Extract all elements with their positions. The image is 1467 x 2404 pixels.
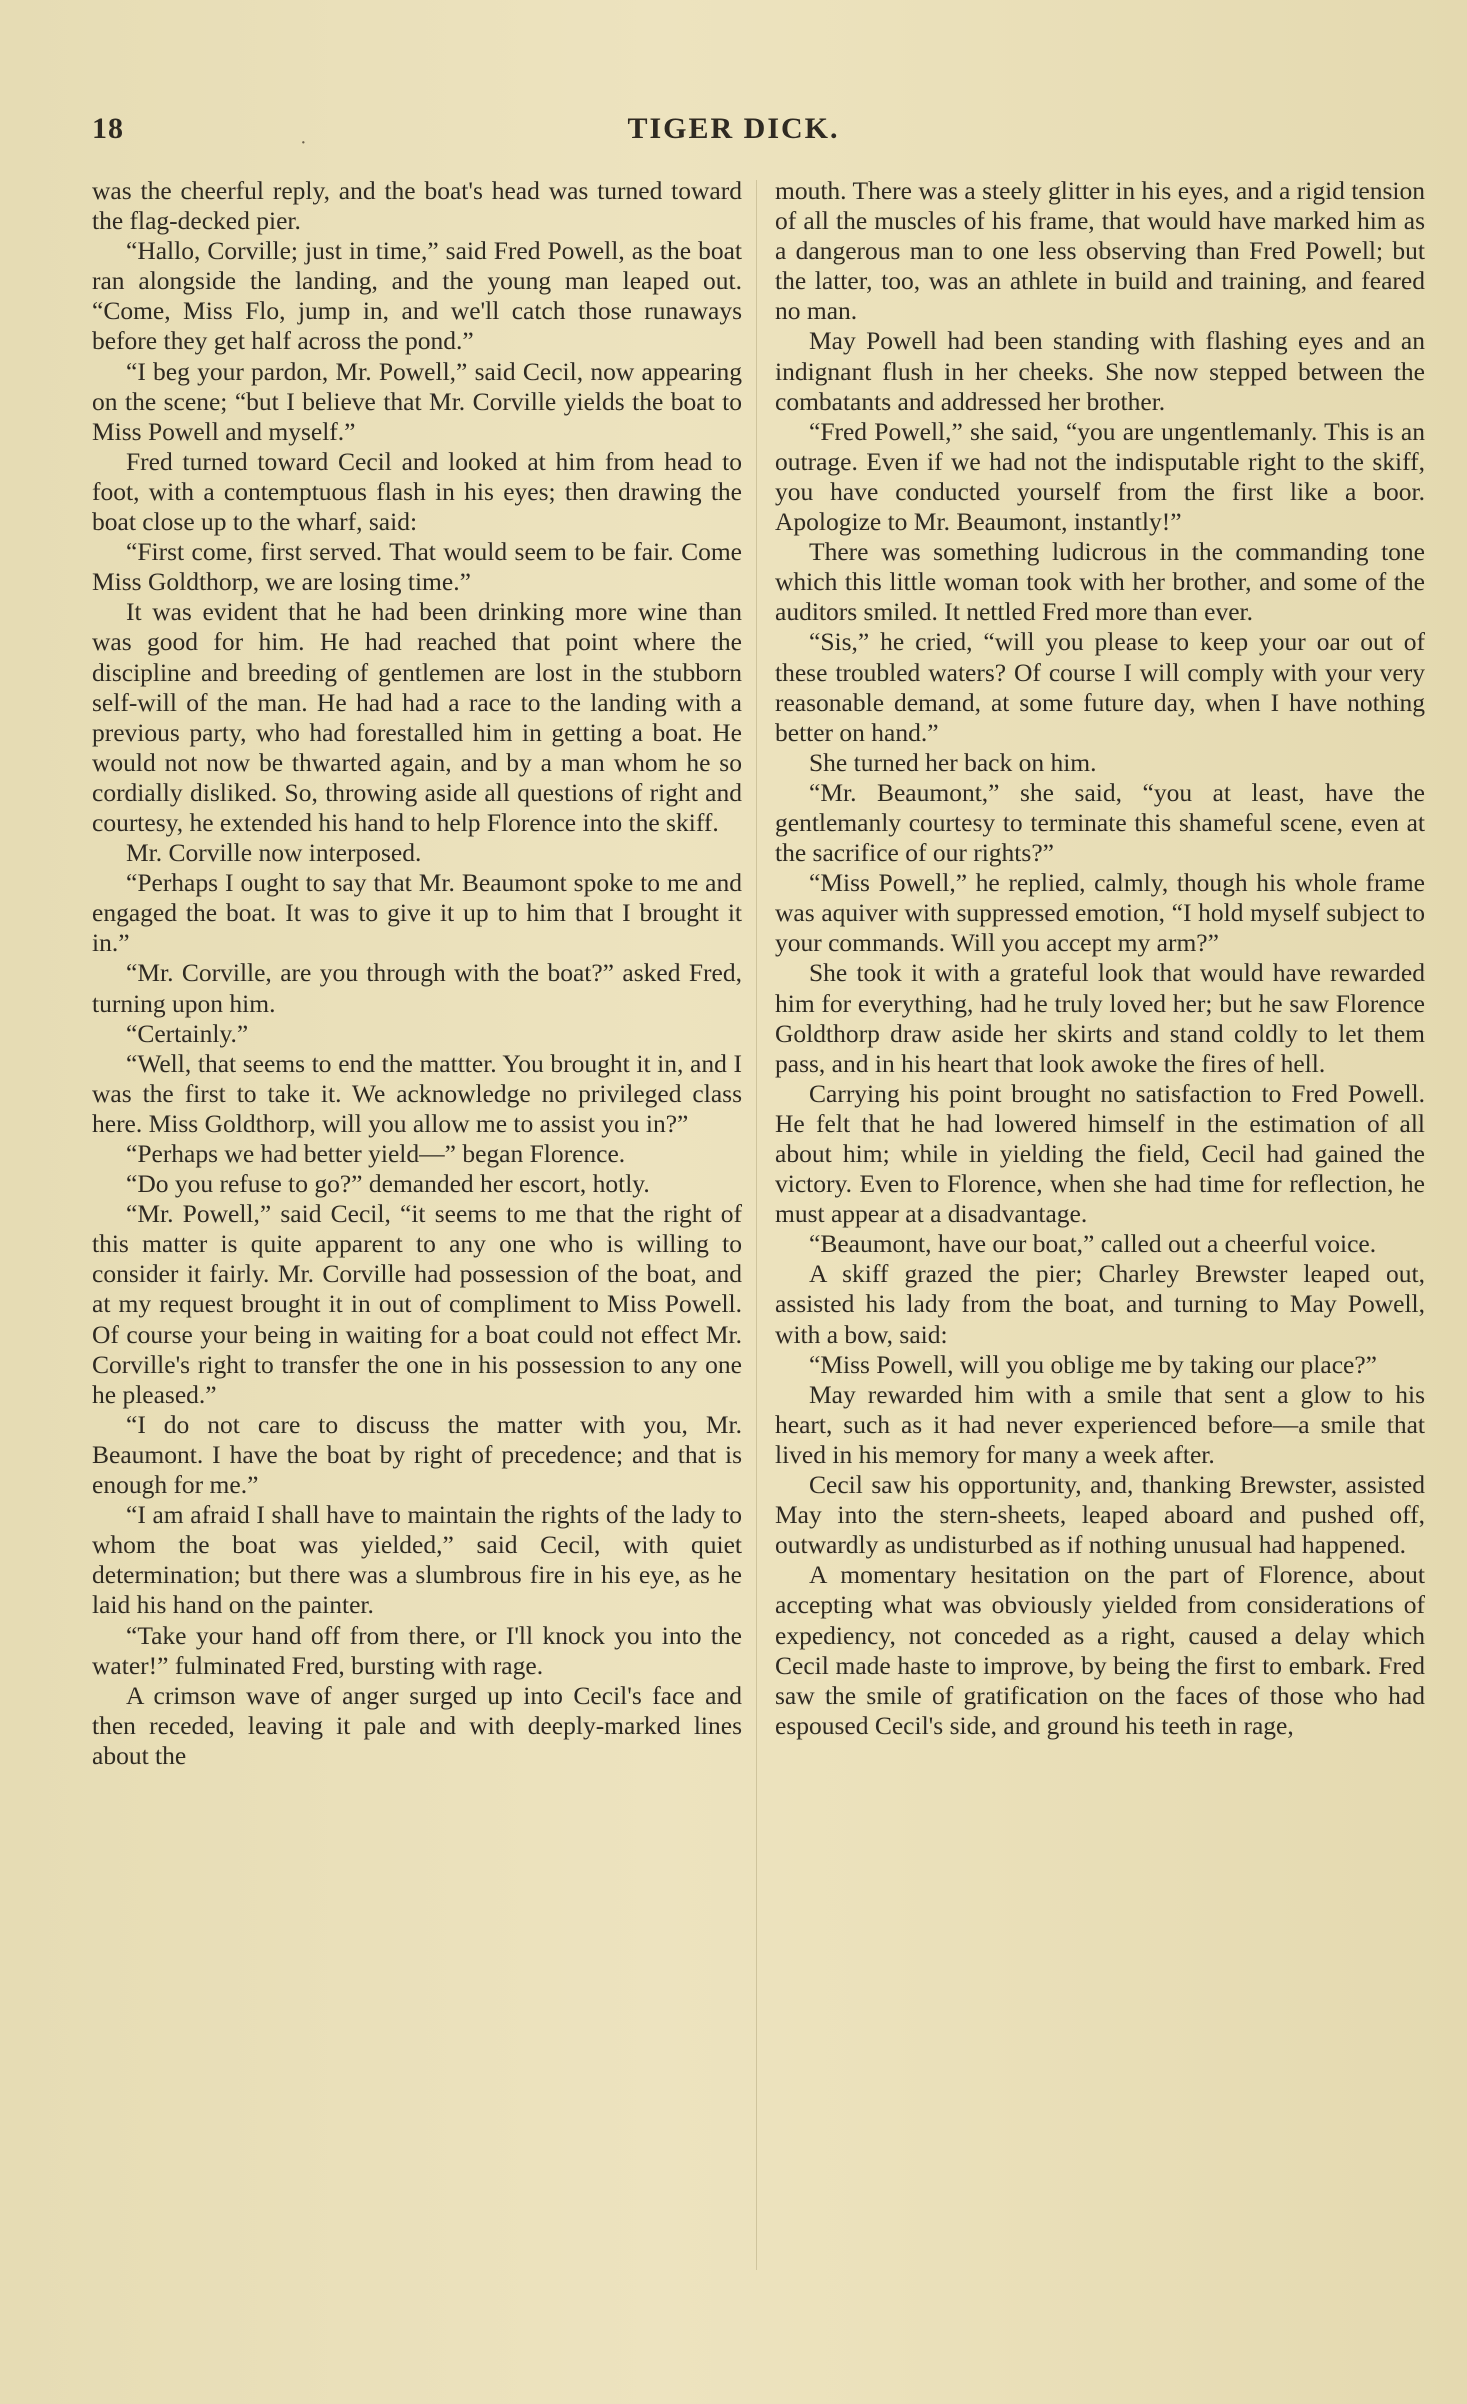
- paragraph: “I do not care to discuss the matter with you, Mr. Beaumont. I have the boat by right of precedence; and that is enough for me.”: [92, 1409, 742, 1500]
- paragraph: Fred turned toward Cecil and looked at him from head to foot, with a contemptuous flash in his eyes; then drawing the boat close up to the wharf, said:: [92, 446, 742, 537]
- paragraph: “Mr. Corville, are you through with the boat?” asked Fred, turning upon him.: [92, 958, 742, 1018]
- paragraph: A crimson wave of anger surged up into Cecil's face and then receded, leaving it pale and with deeply-marked lines about the: [92, 1680, 742, 1770]
- paragraph: “Miss Powell,” he replied, calmly, though his whole frame was aquiver with suppressed emotion, “I hold myself subject to your commands. Will you accept my arm?”: [775, 868, 1425, 958]
- paragraph: A momentary hesitation on the part of Florence, about accepting what was obviously yielded from considerations of expediency, not conceded as a right, caused a delay which Cecil made haste to improve, by being the first to embark. Fred saw the smile of gratification on the faces of those who had espoused Cecil's side, and ground his teeth in rage,: [775, 1560, 1425, 1740]
- paragraph: “Beaumont, have our boat,” called out a cheerful voice.: [809, 1229, 1377, 1259]
- paragraph: May Powell had been standing with flashing eyes and an indignant flush in her cheeks. She now stepped between the combatants and addressed her brother.: [775, 326, 1425, 416]
- paragraph: Carrying his point brought no satisfaction to Fred Powell. He felt that he had lowered himself in the estimation of all about him; while in yielding the field, Cecil had gained the victory. Even to Florence, when she had time for reflection, he must appear at a disadvantage.: [775, 1078, 1425, 1229]
- paragraph: “Mr. Powell,” said Cecil, “it seems to me that the right of this matter is quite apparent to any one who is willing to consider it fairly. Mr. Corville had possession of the boat, and at my request brought it in out of compliment to Miss Powell. Of course your being in waiting for a boat could not effect Mr. Corville's right to transfer the one in his possession to any one he pleased.”: [92, 1199, 742, 1409]
- right-column: [775, 176, 1425, 1741]
- paragraph: mouth. There was a steely glitter in his eyes, and a rigid tension of all the muscles of his frame, that would have marked him as a dangerous man to one less observing than Fred Powell; but the latter, too, was an athlete in build and training, and feared no man.: [775, 176, 1425, 326]
- paragraph: There was something ludicrous in the commanding tone which this little woman took with her brother, and some of the auditors smiled. It nettled Fred more than ever.: [775, 537, 1425, 627]
- paragraph: “Well, that seems to end the mattter. You brought it in, and I was the first to take it. We acknowledge no privileged class here. Miss Goldthorp, will you allow me to assist you in?”: [92, 1048, 742, 1138]
- paragraph: “Do you refuse to go?” demanded her escort, hotly.: [126, 1169, 650, 1199]
- paragraph: “I am afraid I shall have to maintain the rights of the lady to whom the boat was yielded,” said Cecil, with quiet determination; but there was a slumbrous fire in his eye, as he laid his hand on the painter.: [92, 1500, 742, 1620]
- paragraph: “Sis,” he cried, “will you please to keep your oar out of these troubled waters? Of course I will comply with your very reasonable demand, at some future day, when I have nothing better on hand.”: [775, 627, 1425, 747]
- paragraph: “Take your hand off from there, or I'll knock you into the water!” fulminated Fred, bursting with rage.: [92, 1620, 742, 1680]
- paragraph: “Perhaps I ought to say that Mr. Beaumont spoke to me and engaged the boat. It was to give it up to him that I brought it in.”: [92, 868, 742, 958]
- paragraph: “Miss Powell, will you oblige me by taking our place?”: [809, 1349, 1377, 1379]
- paragraph: “Fred Powell,” she said, “you are ungentlemanly. This is an outrage. Even if we had not the indisputable right to the skiff, you have conducted yourself from the first like a boor. Apologize to Mr. Beaumont, instantly!”: [775, 416, 1425, 537]
- paragraph: A skiff grazed the pier; Charley Brewster leaped out, assisted his lady from the boat, and turning to May Powell, with a bow, said:: [775, 1259, 1425, 1349]
- paragraph: “Mr. Beaumont,” she said, “you at least, have the gentlemanly courtesy to terminate this shameful scene, even at the sacrifice of our rights?”: [775, 777, 1425, 868]
- paragraph: She took it with a grateful look that would have rewarded him for everything, had he truly loved her; but he saw Florence Goldthorp draw aside her skirts and stand coldly to let them pass, and in his heart that look awoke the fires of hell.: [775, 958, 1425, 1078]
- paragraph: “I beg your pardon, Mr. Powell,” said Cecil, now appearing on the scene; “but I believe that Mr. Corville yields the boat to Miss Powell and myself.”: [92, 356, 742, 446]
- running-head-title: TIGER DICK.: [627, 112, 840, 145]
- paragraph: “Certainly.”: [126, 1018, 249, 1048]
- left-column: [92, 176, 742, 1771]
- paragraph: Cecil saw his opportunity, and, thanking Brewster, assisted May into the stern-sheets, leaped aboard and pushed off, outwardly as undisturbed as if nothing unusual had happened.: [775, 1470, 1425, 1560]
- paragraph: Mr. Corville now interposed.: [126, 838, 422, 868]
- paragraph: “Hallo, Corville; just in time,” said Fred Powell, as the boat ran alongside the landing, and the young man leaped out. “Come, Miss Flo, jump in, and we'll catch those runaways before they get half across the pond.”: [92, 236, 742, 356]
- paragraph: “First come, first served. That would seem to be fair. Come Miss Goldthorp, we are losing time.”: [92, 537, 742, 597]
- paragraph: She turned her back on him.: [809, 747, 1097, 777]
- paragraph: was the cheerful reply, and the boat's head was turned toward the flag-decked pier.: [92, 176, 742, 236]
- paragraph: May rewarded him with a smile that sent a glow to his heart, such as it had never experienced before—a smile that lived in his memory for many a week after.: [775, 1379, 1425, 1469]
- paragraph: “Perhaps we had better yield—” began Florence.: [126, 1139, 626, 1168]
- column-divider: [756, 180, 757, 2270]
- page-number: 18: [92, 112, 124, 145]
- paragraph: It was evident that he had been drinking more wine than was good for him. He had reached that point where the discipline and breeding of gentlemen are lost in the stubborn self-will of the man. He had had a race to the landing with a previous party, who had forestalled him in getting a boat. He would not now be thwarted again, and by a man whom he so cordially disliked. So, throwing aside all questions of right and courtesy, he extended his hand to help Florence into the skiff.: [92, 597, 742, 837]
- print-speck: ·: [300, 132, 307, 154]
